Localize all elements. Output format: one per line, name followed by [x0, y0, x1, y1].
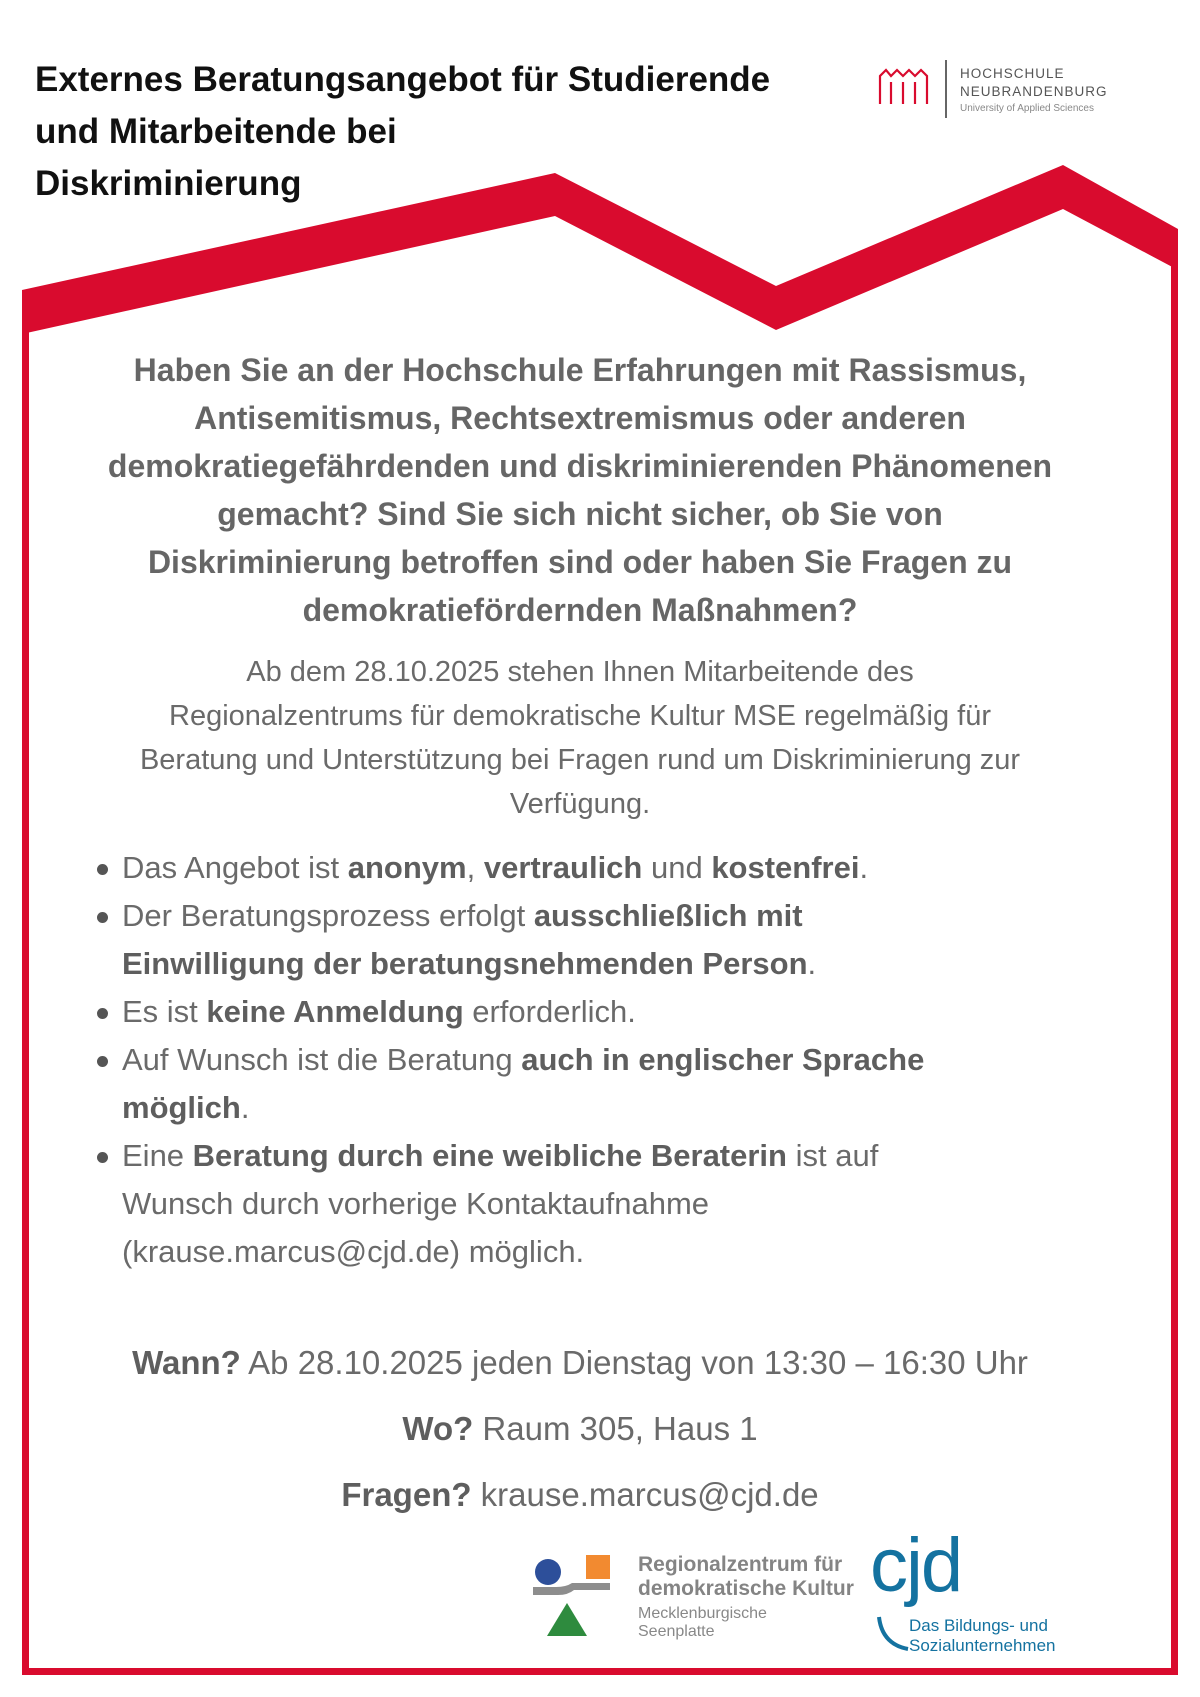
lead-line: gemacht? Sind Sie sich nicht sicher, ob Sie von	[217, 496, 943, 532]
cjd-wordmark: cjd	[870, 1523, 962, 1608]
emphasis-text: ausschließlich mit	[533, 898, 803, 933]
emphasis-text: möglich	[122, 1090, 241, 1125]
where-line	[60, 1410, 1100, 1448]
cjd-subtitle	[909, 1616, 1055, 1656]
emphasis-text: vertraulich	[483, 850, 643, 885]
bullet-icon	[97, 1152, 108, 1163]
list-text: .	[807, 946, 817, 981]
list-text: Das Angebot ist	[122, 850, 348, 885]
list-text: .	[859, 850, 869, 885]
list-text: (krause.marcus@cjd.de) möglich.	[122, 1234, 585, 1269]
emphasis-text: Einwilligung der beratungsnehmenden Person	[122, 946, 808, 981]
list-item	[95, 844, 1095, 892]
emphasis-text: keine Anmeldung	[206, 994, 464, 1029]
contact-email[interactable]: krause.marcus@cjd.de	[471, 1476, 819, 1513]
list-text: Wunsch durch vorherige Kontaktaufnahme	[122, 1186, 710, 1221]
intro-paragraph	[60, 650, 1100, 826]
bullet-icon	[97, 1008, 108, 1019]
questions-label: Fragen?	[341, 1476, 472, 1513]
frame-left	[22, 290, 29, 1675]
regionalzentrum-logo	[530, 1553, 870, 1648]
list-text: erforderlich.	[463, 994, 636, 1029]
when-value: Ab 28.10.2025 jeden Dienstag von 13:30 – 16:30 Uhr	[240, 1344, 1028, 1381]
intro-line: Regionalzentrums für demokratische Kultur MSE regelmäßig für	[169, 700, 991, 732]
emphasis-text: kostenfrei	[711, 850, 860, 885]
intro-line: Ab dem 28.10.2025 stehen Ihnen Mitarbeitende des	[246, 656, 914, 688]
rz-line: demokratische Kultur	[638, 1577, 854, 1600]
list-text: und	[642, 850, 712, 885]
regionalzentrum-logo-mark-icon	[530, 1553, 620, 1648]
list-text: Es ist	[122, 994, 207, 1029]
list-text: ,	[466, 850, 484, 885]
feature-list	[95, 844, 1095, 1276]
bullet-icon	[97, 864, 108, 875]
list-text: ist auf	[787, 1138, 879, 1173]
logo-text: HOCHSCHULE	[960, 66, 1065, 81]
list-item	[95, 1036, 1095, 1132]
zigzag-band	[22, 165, 1178, 334]
list-text: Der Beratungsprozess erfolgt	[122, 898, 534, 933]
questions-line	[60, 1476, 1100, 1514]
frame-bottom	[22, 1668, 1178, 1675]
lead-line: Diskriminierung betroffen sind oder haben Sie Fragen zu	[147, 544, 1013, 580]
list-text: .	[240, 1090, 250, 1125]
when-label: Wann?	[132, 1344, 241, 1381]
emphasis-text: auch in englischer Sprache	[521, 1042, 925, 1077]
list-item	[95, 892, 1095, 988]
where-label: Wo?	[402, 1410, 474, 1447]
lead-line: demokratiefördernden Maßnahmen?	[302, 592, 858, 628]
lead-question	[60, 346, 1100, 634]
rz-subtitle	[638, 1605, 767, 1641]
rz-line: Seenplatte	[638, 1623, 715, 1640]
where-value: Raum 305, Haus 1	[473, 1410, 758, 1447]
emphasis-text: Beratung durch eine weibliche Beraterin	[192, 1138, 787, 1173]
title-line: Externes Beratungsangebot für Studierende	[35, 60, 771, 99]
lead-line: Haben Sie an der Hochschule Erfahrungen mit Rassismus,	[133, 352, 1027, 388]
title-line: Diskriminierung	[35, 164, 302, 203]
list-item	[95, 988, 1095, 1036]
bullet-icon	[97, 1056, 108, 1067]
intro-line: Beratung und Unterstützung bei Fragen rund um Diskriminierung zur	[139, 744, 1021, 776]
when-line	[60, 1344, 1100, 1382]
frame-right	[1171, 229, 1178, 1675]
logo-text: NEUBRANDENBURG	[960, 84, 1108, 99]
cjd-line: Das Bildungs- und	[909, 1616, 1048, 1635]
rz-line: Regionalzentrum für	[638, 1553, 843, 1576]
bullet-icon	[97, 912, 108, 923]
cjd-line: Sozialunternehmen	[909, 1636, 1056, 1655]
rz-title	[638, 1553, 854, 1601]
logo-subtitle: University of Applied Sciences	[960, 103, 1094, 114]
rz-line: Mecklenburgische	[638, 1605, 767, 1622]
list-text: Auf Wunsch ist die Beratung	[122, 1042, 522, 1077]
title-line: und Mitarbeitende bei	[35, 112, 397, 151]
lead-line: Antisemitismus, Rechtsextremismus oder anderen	[194, 400, 966, 436]
emphasis-text: anonym	[347, 850, 467, 885]
lead-line: demokratiegefährdenden und diskriminierenden Phänomenen	[107, 448, 1053, 484]
cjd-logo	[870, 1523, 1110, 1655]
intro-line: Verfügung.	[509, 788, 651, 820]
list-text: Eine	[122, 1138, 193, 1173]
list-item	[95, 1132, 1095, 1276]
